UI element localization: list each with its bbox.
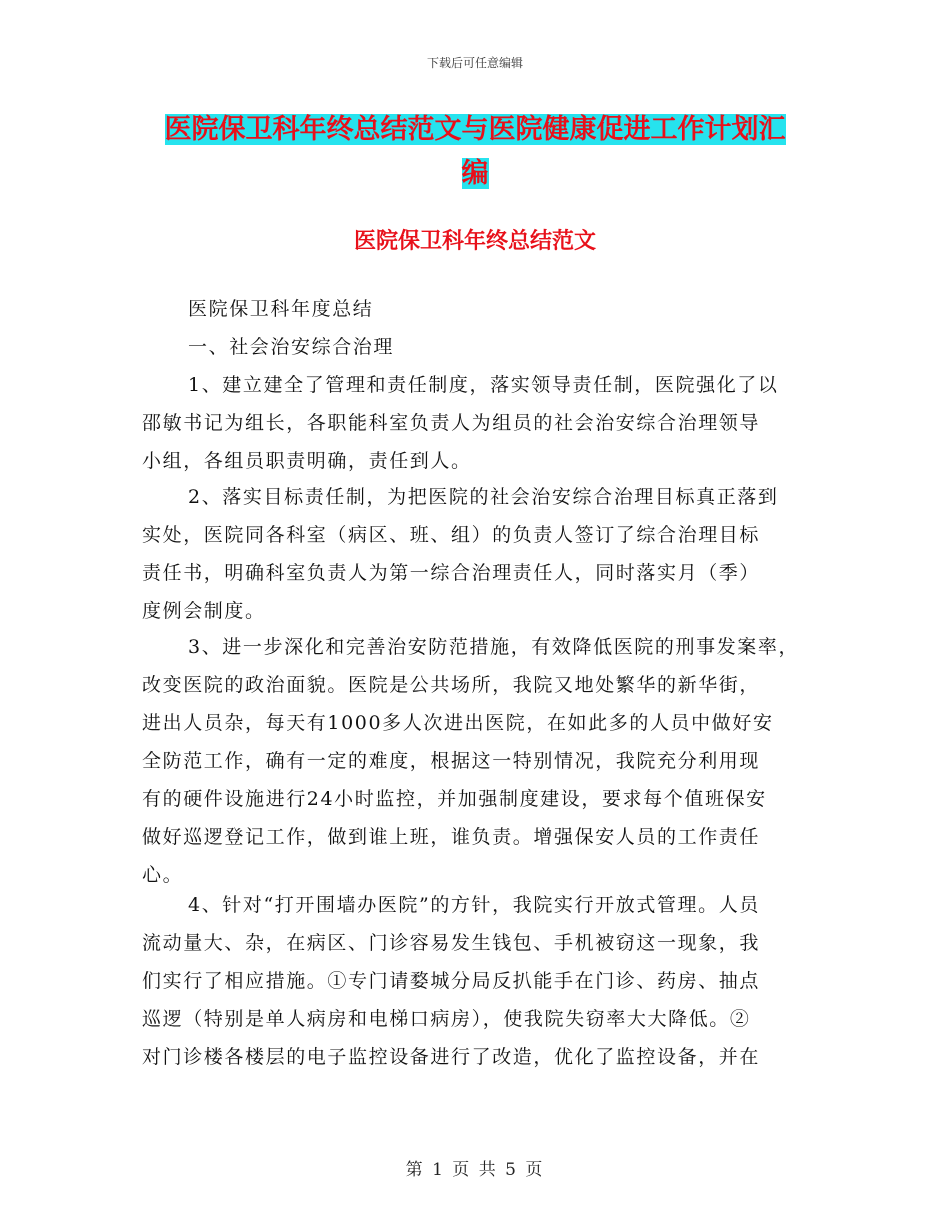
body-text-block-2	[142, 478, 822, 630]
title-line-2: 编	[461, 158, 489, 189]
paragraph-line: 医院保卫科年度总结	[188, 298, 374, 320]
paragraph-line: 责任书，明确科室负责人为第一综合治理责任人，同时落实月（季）	[142, 562, 761, 584]
paragraph-line: 2、落实目标责任制，为把医院的社会治安综合治理目标真正落到	[188, 486, 779, 508]
title-line-1: 医院保卫科年终总结范文与医院健康促进工作计划汇	[164, 114, 786, 145]
page-number-footer: 第 1 页 共 5 页	[405, 1160, 545, 1180]
paragraph-line: 4、针对“打开围墙办医院”的方针，我院实行开放式管理。人员	[188, 894, 760, 916]
paragraph-line: 实处，医院同各科室（病区、班、组）的负责人签订了综合治理目标	[142, 524, 761, 546]
paragraph-line: 邵敏书记为组长，各职能科室负责人为组员的社会治安综合治理领导	[142, 412, 761, 434]
paragraph-line: 改变医院的政治面貌。医院是公共场所，我院又地处繁华的新华街，	[142, 674, 761, 696]
paragraph-line: 们实行了相应措施。①专门请婺城分局反扒能手在门诊、药房、抽点	[142, 970, 761, 992]
body-text-block-3	[142, 628, 822, 894]
paragraph-line: 心。	[142, 864, 184, 886]
paragraph-line: 流动量大、杂，在病区、门诊容易发生钱包、手机被窃这一现象，我	[142, 932, 761, 954]
paragraph-line: 1、建立建全了管理和责任制度，落实领导责任制，医院强化了以	[188, 374, 779, 396]
paragraph-line: 全防范工作，确有一定的难度，根据这一特别情况，我院充分利用现	[142, 750, 761, 772]
paragraph-line: 一、社会治安综合治理	[188, 336, 395, 358]
paragraph-line: 有的硬件设施进行24小时监控，并加强制度建设，要求每个值班保安	[142, 788, 767, 810]
body-text-block-4	[142, 886, 822, 1076]
paragraph-line: 3、进一步深化和完善治安防范措施，有效降低医院的刑事发案率，	[188, 636, 800, 658]
section-title: 医院保卫科年终总结范文	[353, 228, 596, 254]
paragraph-line: 对门诊楼各楼层的电子监控设备进行了改造，优化了监控设备，并在	[142, 1046, 761, 1068]
paragraph-line: 做好巡逻登记工作，做到谁上班，谁负责。增强保安人员的工作责任	[142, 826, 761, 848]
paragraph-line: 进出人员杂，每天有1000多人次进出医院，在如此多的人员中做好安	[142, 712, 774, 734]
paragraph-line: 小组，各组员职责明确，责任到人。	[142, 450, 472, 472]
header-note: 下载后可任意编辑	[426, 56, 523, 70]
paragraph-line: 巡逻（特别是单人病房和电梯口病房），使我院失窃率大大降低。②	[142, 1008, 751, 1030]
paragraph-line: 度例会制度。	[142, 600, 266, 622]
body-text-block-1	[142, 290, 822, 480]
document-title	[140, 108, 810, 196]
